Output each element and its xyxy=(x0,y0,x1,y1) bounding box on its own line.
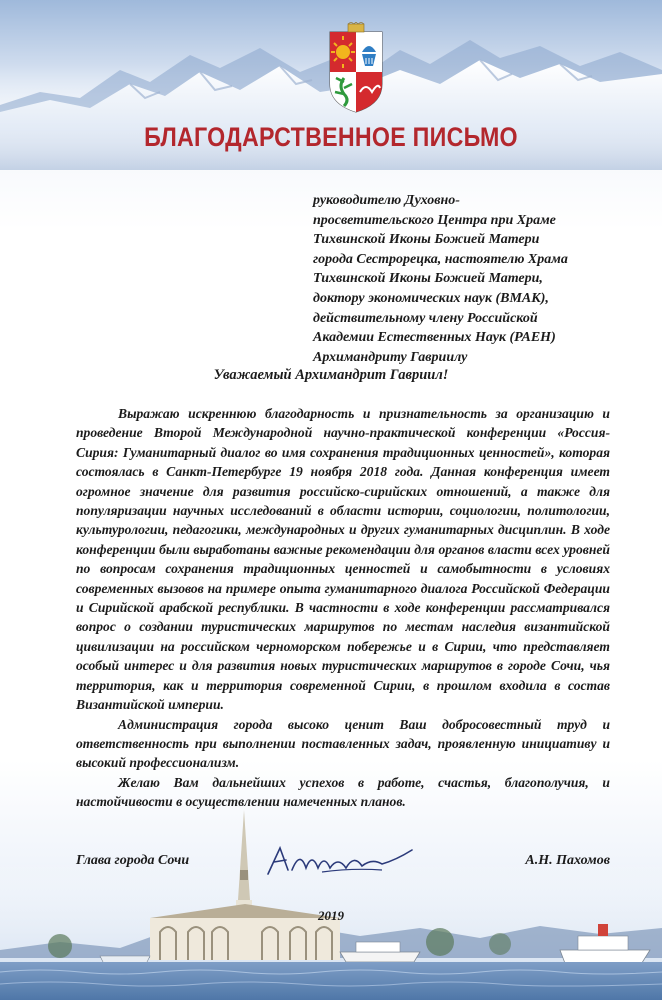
addressee-line: действительному члену Российской xyxy=(313,310,538,326)
addressee-line: Архимандриту Гавриилу xyxy=(313,349,468,365)
sochi-harbor-illustration xyxy=(0,800,662,1000)
body-paragraph: Желаю Вам дальнейших успехов в работе, счастья, благополучия, и настойчивости в осуществлении намеченных планов. xyxy=(76,774,610,810)
addressee-line: доктору экономических наук (ВМАК), xyxy=(313,290,549,306)
addressee-line: Академии Естественных Наук (РАЕН) xyxy=(313,330,556,346)
addressee-line: Тихвинской Иконы Божией Матери, xyxy=(313,271,543,287)
handwritten-signature xyxy=(262,840,422,882)
body-paragraph: Администрация города высоко ценит Ваш добросовестный труд и ответственность при выполнении поставленных задач, проявленную инициативу и высокий профессионализм. xyxy=(76,716,610,771)
signatory-name: А.Н. Пахомов xyxy=(525,853,610,868)
greeting: Уважаемый Архимандрит Гавриил! xyxy=(213,367,449,383)
addressee-block xyxy=(313,191,643,367)
signatory-title: Глава города Сочи xyxy=(76,853,190,868)
addressee-line: руководителю Духовно- xyxy=(313,193,460,208)
addressee-line: города Сестрорецка, настоятелю Храма xyxy=(313,251,568,267)
signature-date: 2019 xyxy=(318,908,344,923)
addressee-line: просветительского Центра при Храме xyxy=(313,212,556,228)
letter-body xyxy=(76,404,610,812)
addressee-line: Тихвинской Иконы Божией Матери xyxy=(313,232,540,248)
sochi-coat-of-arms-icon xyxy=(322,22,390,114)
letter-title: БЛАГОДАРСТВЕННОЕ ПИСЬМО xyxy=(144,122,518,152)
body-paragraph: Выражаю искреннюю благодарность и признательность за организацию и проведение Второй Международной научно-практической конференции «Россия-Сирия: Гуманитарный диалог во имя сохранения традиционных ценностей», которая состоялась в Санкт-Петербурге 19 ноября 2018 года. Данная конференция имеет огромное значение для развития российско-сирийских отношений, а также для популяризации научных исследований в области истории, социологии, политологии, культурологии, педагогики, международных и других гуманитарных дисциплин. В ходе конференции были выработаны важные рекомендации для органов власти всех уровней по вопросам сохранения традиционных ценностей и самобытности в условиях современных вызовов на примере опыта гуманитарного диалога Российской Федерации и Сирийской арабской республики. В частности в ходе конференции рассматривался вопрос о создании туристических маршрутов по местам наследия византийской цивилизации на российском черноморском побережье и в Сирии, что представляет особый интерес и для развития новых туристических маршрутов в городе Сочи, чья территория, как и территория современной Сирии, в прошлом входила в состав Византийской империи. xyxy=(76,406,610,713)
